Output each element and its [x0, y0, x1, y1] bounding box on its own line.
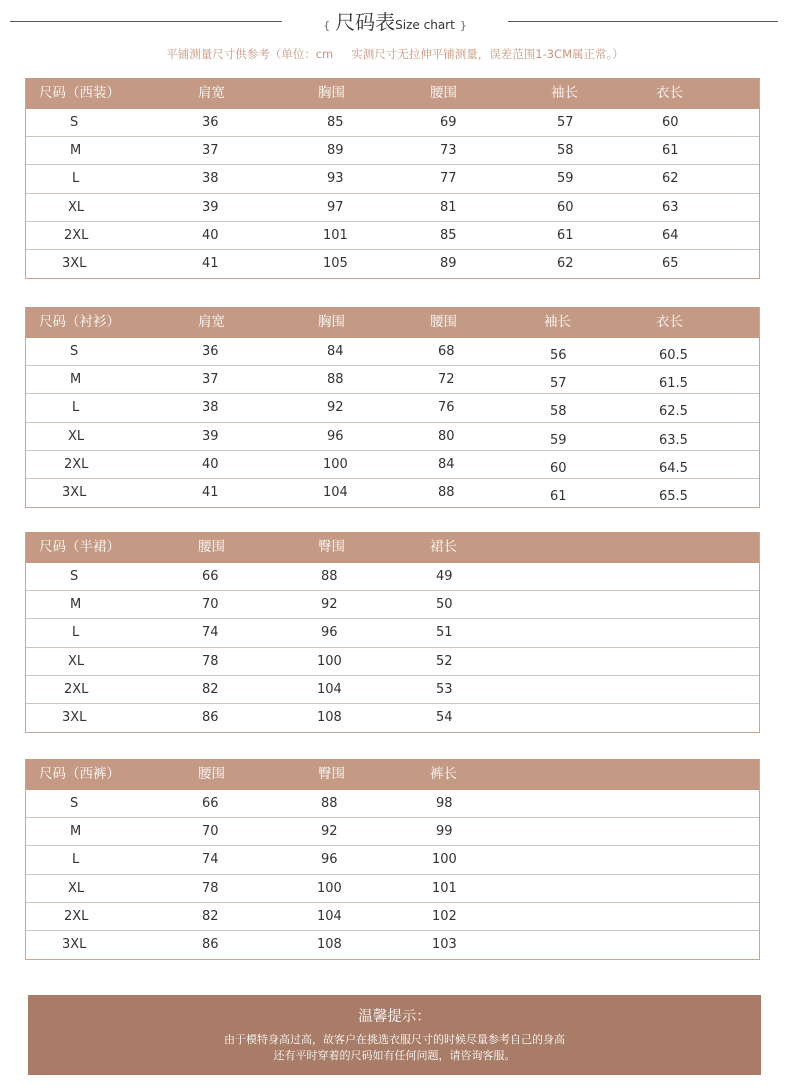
suit-size-table: [25, 78, 760, 279]
table-row: [26, 109, 759, 137]
table-row: [26, 479, 759, 507]
table-cell: 88: [321, 796, 338, 811]
table-row: [26, 846, 759, 874]
table-cell: 96: [321, 625, 338, 641]
table-cell: 108: [317, 936, 342, 952]
size-cell: 3XL: [62, 709, 87, 725]
size-cell: XL: [68, 428, 85, 444]
table-cell: 88: [438, 484, 455, 500]
trousers-size-table: [25, 759, 760, 960]
table-row: [26, 818, 759, 846]
table-cell: 89: [440, 255, 457, 271]
size-cell: XL: [68, 653, 85, 669]
table-cell: 65.5: [659, 488, 688, 504]
header-cell: 衣长: [656, 85, 683, 101]
header-cell: 肩宽: [198, 314, 225, 330]
table-cell: 82: [202, 908, 219, 924]
table-row: [26, 194, 759, 222]
table-row: [26, 222, 759, 250]
table-cell: 39: [202, 428, 219, 444]
table-cell: 58: [550, 404, 567, 420]
table-cell: 64: [662, 227, 679, 243]
table-cell: 99: [436, 824, 453, 840]
table-cell: 78: [202, 880, 219, 896]
note-unit: 平铺测量尺寸供参考（单位：cm: [166, 47, 334, 61]
table-cell: 37: [202, 372, 219, 388]
table-cell: 101: [432, 880, 457, 896]
table-cell: 41: [202, 255, 219, 271]
table-cell: 103: [432, 936, 457, 952]
table-header: [26, 532, 759, 563]
table-cell: 53: [436, 681, 453, 697]
measurement-note: [0, 46, 790, 62]
size-cell: M: [70, 824, 82, 840]
size-cell: S: [70, 344, 79, 359]
size-cell: S: [70, 796, 79, 811]
table-cell: 86: [202, 936, 219, 952]
table-row: [26, 338, 759, 366]
header-cell: 腰围: [430, 314, 457, 330]
header-cell: 臀围: [318, 539, 345, 555]
table-cell: 58: [557, 143, 574, 159]
table-cell: 74: [202, 852, 219, 868]
table-cell: 61: [557, 227, 574, 243]
table-cell: 40: [202, 227, 219, 243]
table-cell: 85: [327, 115, 344, 130]
table-cell: 63.5: [659, 432, 688, 448]
table-row: [26, 165, 759, 193]
table-cell: 49: [436, 569, 453, 584]
table-cell: 81: [440, 199, 457, 215]
size-cell: XL: [68, 880, 85, 896]
size-cell: L: [72, 625, 80, 641]
table-row: [26, 790, 759, 818]
table-row: [26, 563, 759, 591]
size-cell: XL: [68, 199, 85, 215]
header-cell: 袖长: [544, 314, 571, 330]
table-cell: 89: [327, 143, 344, 159]
header-cell: 肩宽: [198, 85, 225, 101]
table-cell: 37: [202, 143, 219, 159]
header-cell: 袖长: [551, 85, 578, 101]
table-header: [26, 78, 759, 109]
table-cell: 41: [202, 484, 219, 500]
table-row: [26, 250, 759, 278]
table-cell: 39: [202, 199, 219, 215]
table-row: [26, 648, 759, 676]
table-cell: 57: [550, 376, 567, 392]
table-cell: 104: [323, 484, 348, 500]
title-chinese: 尺码表: [335, 10, 396, 34]
tip-line-1: 由于模特身高过高，故客户在挑选衣服尺寸的时候尽量参考自己的身高: [224, 1033, 565, 1046]
table-cell: 61.5: [659, 376, 688, 392]
table-cell: 62: [557, 255, 574, 271]
tip-text: [28, 1032, 761, 1064]
table-cell: 92: [327, 400, 344, 416]
table-cell: 86: [202, 709, 219, 725]
table-cell: 80: [438, 428, 455, 444]
table-cell: 96: [327, 428, 344, 444]
table-cell: 72: [438, 372, 455, 388]
table-cell: 82: [202, 681, 219, 697]
table-header: [26, 759, 759, 790]
table-cell: 108: [317, 709, 342, 725]
table-cell: 85: [440, 227, 457, 243]
size-cell: M: [70, 372, 82, 388]
header-cell: 腰围: [198, 539, 225, 555]
title-brace-right: }: [459, 19, 467, 32]
table-cell: 70: [202, 597, 219, 613]
header-cell: 尺码（半裙）: [39, 539, 120, 555]
table-cell: 62.5: [659, 404, 688, 420]
header-cell: 尺码（衬衫）: [39, 314, 120, 330]
table-cell: 57: [557, 115, 574, 130]
table-cell: 93: [327, 171, 344, 187]
table-row: [26, 451, 759, 479]
size-cell: 2XL: [64, 681, 89, 697]
table-cell: 52: [436, 653, 453, 669]
table-row: [26, 366, 759, 394]
shirt-size-table: [25, 307, 760, 508]
title-brace-left: {: [323, 19, 331, 32]
tip-line-2: 还有平时穿着的尺码如有任何问题，请咨询客服。: [273, 1049, 516, 1062]
table-cell: 69: [440, 115, 457, 130]
title-english: Size chart: [395, 18, 455, 32]
size-cell: 3XL: [62, 936, 87, 952]
table-cell: 65: [662, 255, 679, 271]
header-cell: 腰围: [430, 85, 457, 101]
table-cell: 76: [438, 400, 455, 416]
size-cell: L: [72, 852, 80, 868]
size-cell: 2XL: [64, 908, 89, 924]
table-cell: 51: [436, 625, 453, 641]
table-cell: 38: [202, 400, 219, 416]
table-cell: 60: [662, 115, 679, 130]
header-cell: 胸围: [318, 314, 345, 330]
table-cell: 98: [436, 796, 453, 811]
table-header: [26, 307, 759, 338]
table-cell: 36: [202, 115, 219, 130]
table-cell: 59: [557, 171, 574, 187]
skirt-size-table: [25, 532, 760, 733]
table-row: [26, 676, 759, 704]
table-cell: 78: [202, 653, 219, 669]
table-cell: 101: [323, 227, 348, 243]
note-tolerance: 实测尺寸无拉伸平铺测量，误差范围1-3CM属正常。）: [351, 47, 624, 61]
table-cell: 77: [440, 171, 457, 187]
table-cell: 97: [327, 199, 344, 215]
table-row: [26, 931, 759, 959]
table-cell: 61: [662, 143, 679, 159]
table-row: [26, 903, 759, 931]
table-cell: 59: [550, 432, 567, 448]
table-cell: 100: [317, 880, 342, 896]
table-cell: 84: [438, 456, 455, 472]
size-cell: 3XL: [62, 484, 87, 500]
tip-title: 温馨提示：: [358, 1009, 431, 1025]
table-cell: 73: [440, 143, 457, 159]
table-row: [26, 591, 759, 619]
table-cell: 105: [323, 255, 348, 271]
table-cell: 74: [202, 625, 219, 641]
size-cell: 2XL: [64, 456, 89, 472]
table-cell: 100: [317, 653, 342, 669]
table-cell: 66: [202, 796, 219, 811]
table-cell: 60: [550, 460, 567, 476]
table-cell: 70: [202, 824, 219, 840]
table-cell: 68: [438, 344, 455, 359]
table-row: [26, 423, 759, 451]
table-row: [26, 137, 759, 165]
size-chart-header: [0, 0, 790, 44]
size-cell: M: [70, 143, 82, 159]
table-cell: 38: [202, 171, 219, 187]
table-cell: 104: [317, 908, 342, 924]
header-cell: 尺码（西装）: [39, 85, 120, 101]
size-cell: L: [72, 400, 80, 416]
header-cell: 臀围: [318, 766, 345, 782]
table-cell: 50: [436, 597, 453, 613]
size-cell: L: [72, 171, 80, 187]
table-row: [26, 394, 759, 422]
table-row: [26, 619, 759, 647]
table-cell: 92: [321, 824, 338, 840]
table-cell: 36: [202, 344, 219, 359]
size-cell: 2XL: [64, 227, 89, 243]
table-cell: 104: [317, 681, 342, 697]
table-row: [26, 704, 759, 732]
header-cell: 衣长: [656, 314, 683, 330]
table-cell: 56: [550, 348, 567, 363]
table-cell: 102: [432, 908, 457, 924]
header-cell: 胸围: [318, 85, 345, 101]
header-cell: 裙长: [430, 539, 457, 555]
table-cell: 60: [557, 199, 574, 215]
header-divider-right: [508, 21, 778, 22]
size-cell: S: [70, 569, 79, 584]
table-cell: 88: [327, 372, 344, 388]
table-cell: 96: [321, 852, 338, 868]
table-cell: 60.5: [659, 348, 688, 363]
table-cell: 92: [321, 597, 338, 613]
table-cell: 63: [662, 199, 679, 215]
table-cell: 84: [327, 344, 344, 359]
table-cell: 88: [321, 569, 338, 584]
table-cell: 62: [662, 171, 679, 187]
table-cell: 100: [432, 852, 457, 868]
header-cell: 腰围: [198, 766, 225, 782]
table-cell: 100: [323, 456, 348, 472]
table-cell: 61: [550, 488, 567, 504]
header-cell: 尺码（西裤）: [39, 766, 120, 782]
table-cell: 66: [202, 569, 219, 584]
size-cell: M: [70, 597, 82, 613]
table-cell: 54: [436, 709, 453, 725]
size-cell: S: [70, 115, 79, 130]
size-cell: 3XL: [62, 255, 87, 271]
table-cell: 40: [202, 456, 219, 472]
header-cell: 裤长: [430, 766, 457, 782]
table-row: [26, 875, 759, 903]
table-cell: 64.5: [659, 460, 688, 476]
warm-tip-banner: [28, 995, 761, 1075]
